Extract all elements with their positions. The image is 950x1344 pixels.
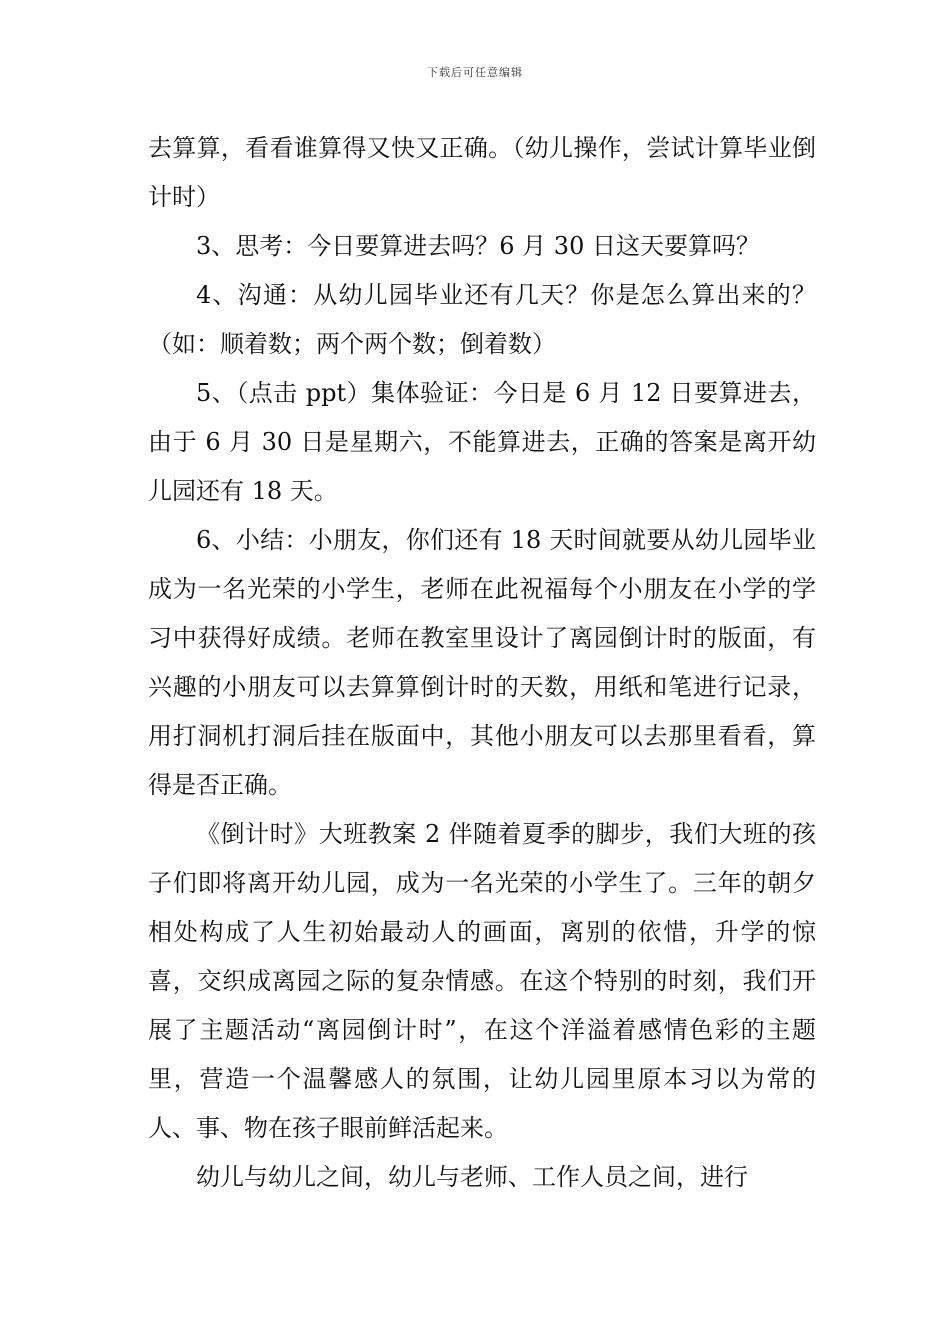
page-header-note: 下载后可任意编辑 — [427, 66, 523, 79]
paragraph-continuation: 去算算，看看谁算得又快又正确。（幼儿操作，尝试计算毕业倒计时） — [148, 134, 816, 211]
paragraph-step-5: 5、（点击 ppt）集体验证：今日是 6 月 12 日要算进去，由于 6 月 30 日是星期六，不能算进去，正确的答案是离开幼儿园还有 18 天。 — [148, 379, 816, 505]
paragraph-step-4: 4、沟通：从幼儿园毕业还有几天？你是怎么算出来的？（如：顺着数；两个两个数；倒着数） — [148, 281, 816, 358]
paragraph-final: 幼儿与幼儿之间，幼儿与老师、工作人员之间，进行 — [196, 1163, 748, 1191]
paragraph-step-3: 3、思考：今日要算进去吗？6 月 30 日这天要算吗？ — [196, 232, 760, 260]
paragraph-step-6: 6、小结：小朋友，你们还有 18 天时间就要从幼儿园毕业成为一名光荣的小学生，老师在此祝福每个小朋友在小学的学习中获得好成绩。老师在教室里设计了离园倒计时的版面，有兴趣的小朋友可以去算算倒计时的天数，用纸和笔进行记录，用打洞机打洞后挂在版面中，其他小朋友可以去那里看看，算得是否正确。 — [148, 526, 816, 799]
paragraph-lesson-2-intro: 《倒计时》大班教案 2 伴随着夏季的脚步，我们大班的孩子们即将离开幼儿园，成为一名光荣的小学生了。三年的朝夕相处构成了人生初始最动人的画面，离别的依惜，升学的惊喜，交织成离园之际的复杂情感。在这个特别的时刻，我们开展了主题活动“离园倒计时”，在这个洋溢着感情色彩的主题里，营造一个温馨感人的氛围，让幼儿园里原本习以为常的人、事、物在孩子眼前鲜活起来。 — [148, 820, 816, 1142]
document-body — [148, 124, 816, 1202]
